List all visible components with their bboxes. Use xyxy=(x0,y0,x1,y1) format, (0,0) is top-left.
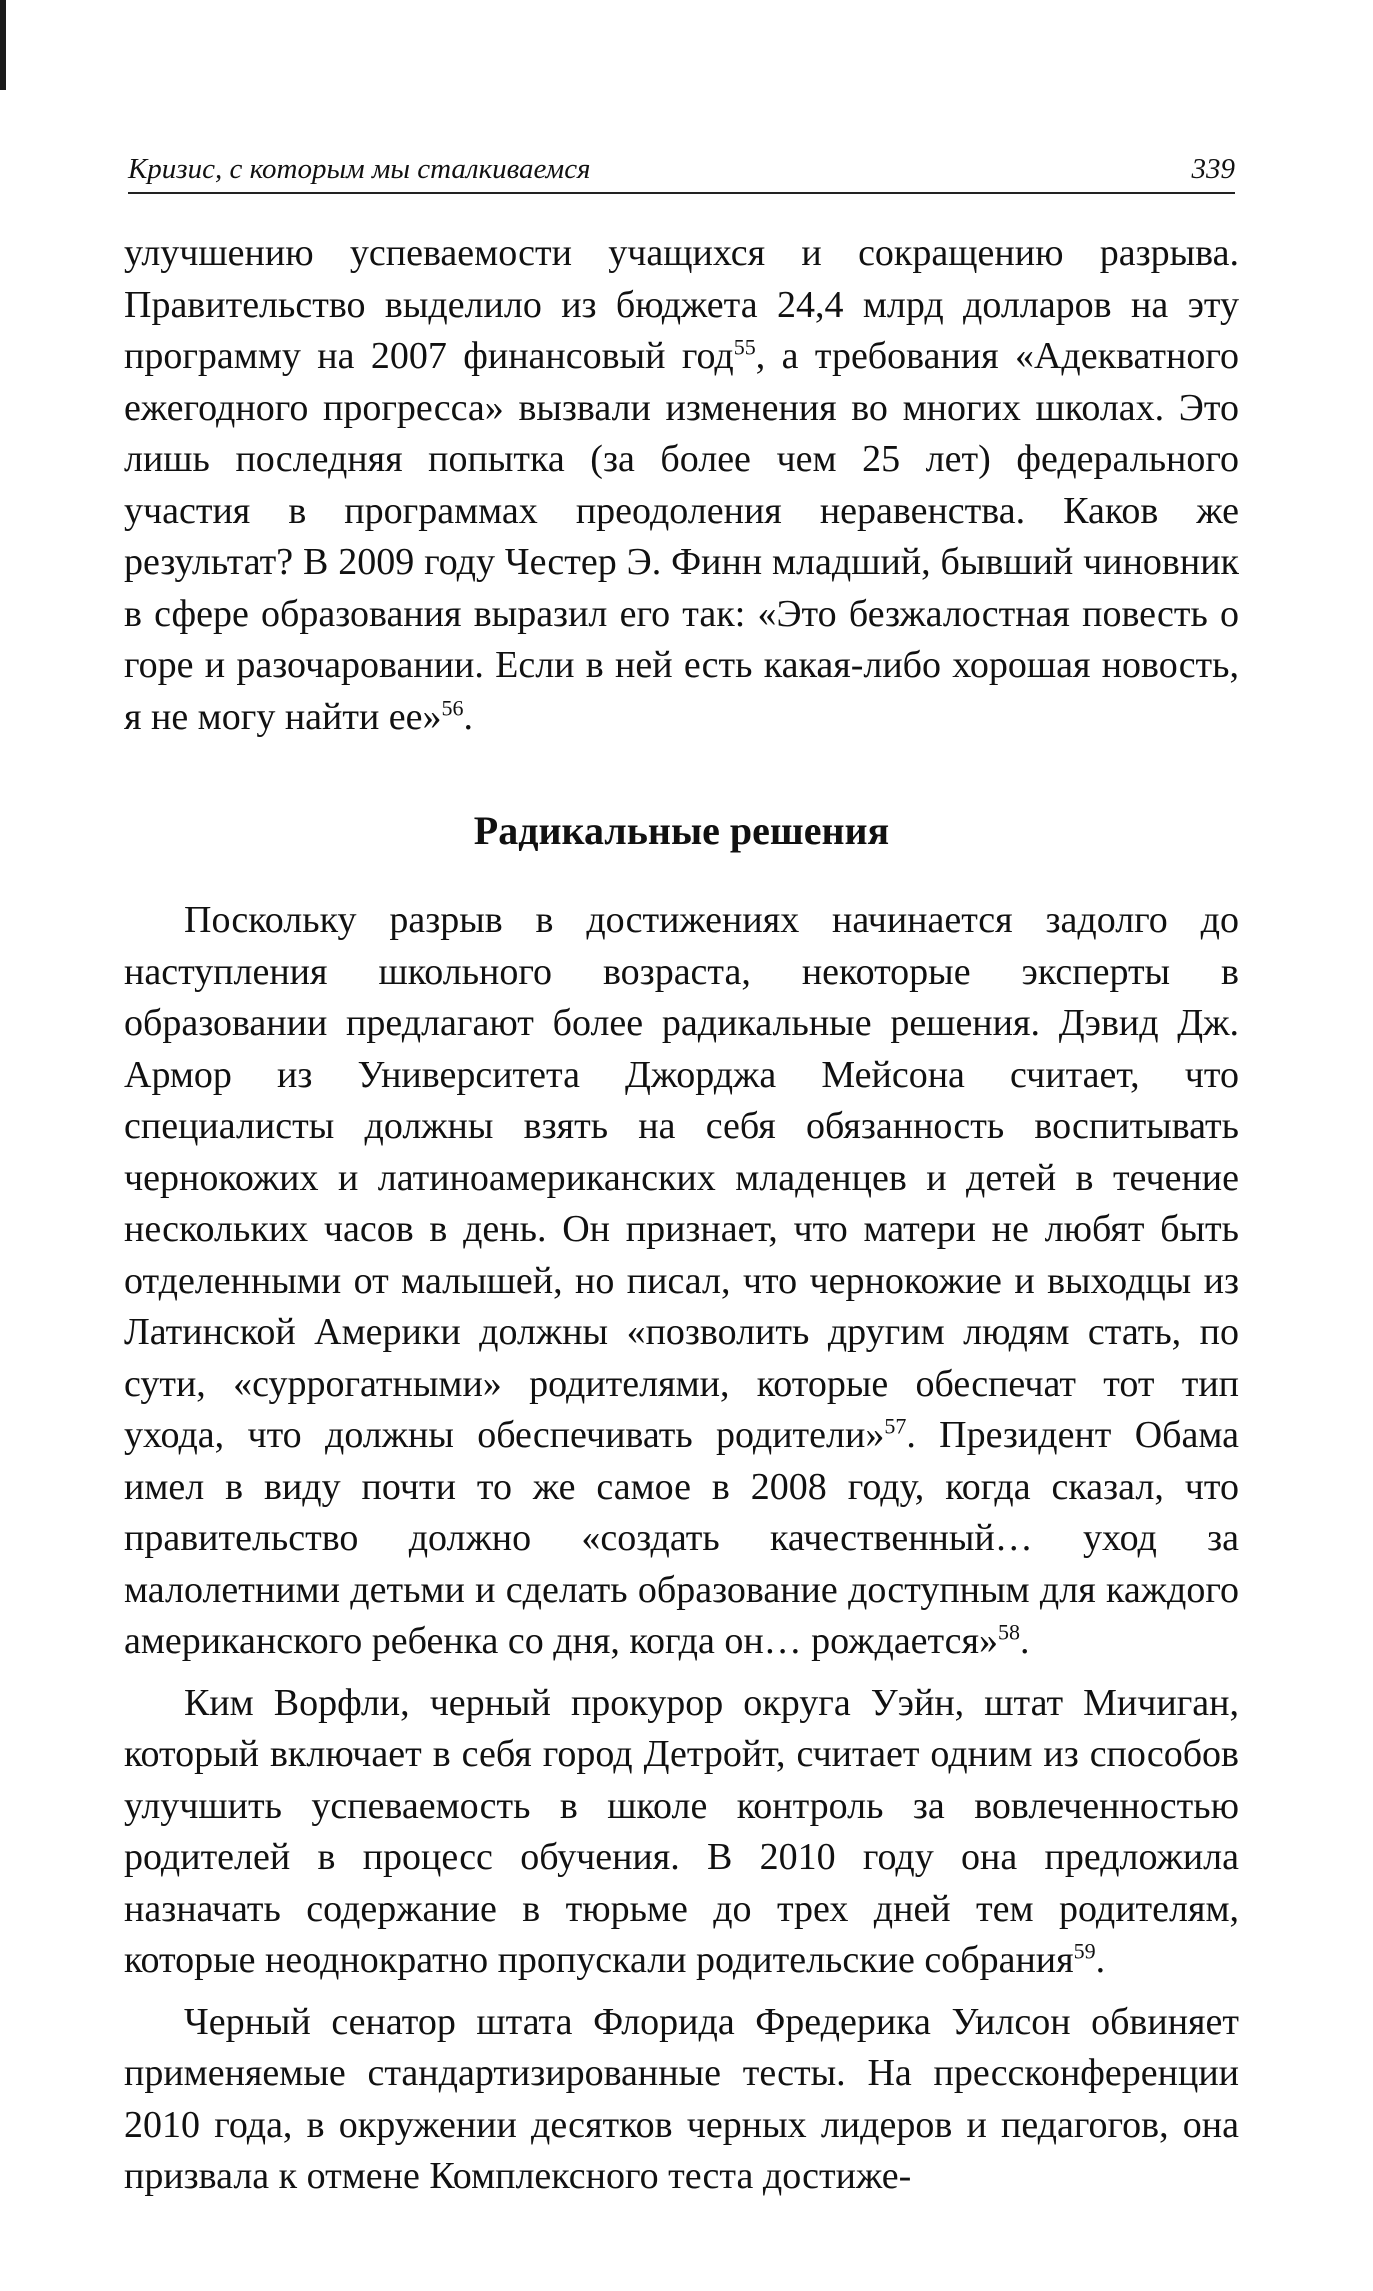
paragraph-4 xyxy=(124,1997,1239,2203)
paragraph-3-text-2: . xyxy=(1095,1939,1106,1981)
footnote-ref-58: 58 xyxy=(997,1619,1020,1645)
page-edge-scan-mark xyxy=(0,0,6,90)
paragraph-1-text: улучшению успеваемости учащихся и сокращению разрыва. Правительство выделило из бюджета 24,4 млрд долларов на эту программу на 2007 финансовый год xyxy=(124,232,1239,377)
paragraph-1 xyxy=(124,228,1239,743)
paragraph-2 xyxy=(124,895,1239,1668)
page-number: 339 xyxy=(1191,153,1235,185)
paragraph-3-text: Ким Ворфли, черный прокурор округа Уэйн, штат Мичиган, который включает в себя город Детройт, считает одним из способов улучшить успеваемость в школе контроль за вовлеченностью родителей в процесс обучения. В 2010 году она предложила назначать содержание в тюрьме до трех дней тем родителям, которые неоднократно пропускали родительские собрания xyxy=(124,1681,1239,1981)
paragraph-1-text-2: , а требования «Адекватного ежегодного прогресса» вызвали изменения во многих школах. Это лишь последняя попытка (за более чем 25 лет) федерального участия в программах преодоления неравенства. Каков же результат? В 2009 году Честер Э. Финн младший, бывший чиновник в сфере образования выразил его так: «Это безжалостная повесть о горе и разочаровании. Если в ней есть какая-либо хорошая новость, я не могу найти ее» xyxy=(124,335,1240,738)
footnote-ref-57: 57 xyxy=(884,1413,907,1439)
running-title: Кризис, с которым мы сталкиваемся xyxy=(128,153,591,185)
footnote-ref-56: 56 xyxy=(441,694,464,720)
footnote-ref-55: 55 xyxy=(733,334,756,360)
footnote-ref-59: 59 xyxy=(1073,1938,1096,1964)
paragraph-2-text-2: . Президент Обама имел в виду почти то же самое в 2008 году, когда сказал, что правительство должно «создать качественный… уход за малолетними детьми и сделать образование доступным для каждого американского ребенка со дня, когда он… рождается» xyxy=(124,1414,1239,1662)
running-header xyxy=(128,152,1235,194)
section-title: Радикальные решения xyxy=(473,808,890,853)
paragraph-4-text: Черный сенатор штата Флорида Фредерика Уилсон обвиняет применяемые стандартизированные тесты. На прессконференции 2010 года, в окружении десятков черных лидеров и педагогов, она призвала к отмене Комплексного теста достиже- xyxy=(124,2000,1239,2197)
paragraph-2-text: Поскольку разрыв в достижениях начинается задолго до наступления школьного возраста, некоторые эксперты в образовании предлагают более радикальные решения. Дэвид Дж. Армор из Университета Джорджа Мейсона считает, что специалисты должны взять на себя обязанность воспитывать чернокожих и латиноамериканских младенцев и детей в течение нескольких часов в день. Он признает, что матери не любят быть отделенными от малышей, но писал, что чернокожие и выходцы из Латинской Америки должны «позволить другим людям стать, по сути, «суррогатными» родителями, которые обеспечат тот тип ухода, что должны обеспечивать родители» xyxy=(124,899,1239,1456)
paragraph-2-text-3: . xyxy=(1019,1620,1030,1662)
body-text xyxy=(124,228,1239,2203)
paragraph-gap xyxy=(124,1987,1239,1997)
paragraph-gap xyxy=(124,1668,1239,1678)
paragraph-1-text-3: . xyxy=(463,695,474,738)
paragraph-3 xyxy=(124,1678,1239,1987)
